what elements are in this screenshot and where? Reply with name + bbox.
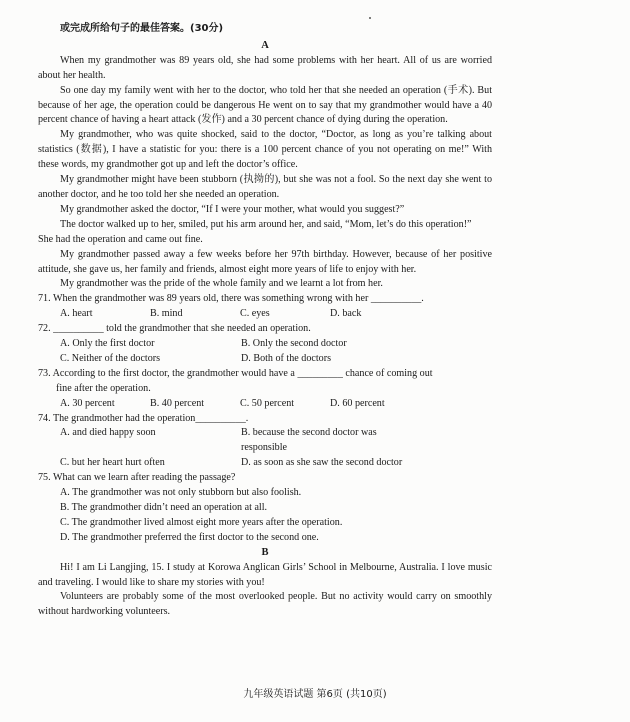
option-c[interactable]: C. eyes xyxy=(240,308,270,320)
page-content xyxy=(38,22,492,620)
question-stem-continued: fine after the operation. xyxy=(56,382,151,394)
question-options xyxy=(60,352,492,367)
option-c[interactable]: C. but her heart hurt often xyxy=(60,457,165,469)
question-stem: 74. The grandmother had the operation__________. xyxy=(38,412,249,424)
question-75 xyxy=(38,471,492,546)
passage-a-paragraph: She had the operation and came out fine. xyxy=(38,233,203,245)
option-b[interactable]: B. Only the second doctor xyxy=(241,338,347,350)
option-a[interactable]: A. Only the first doctor xyxy=(60,338,155,350)
speck xyxy=(369,17,371,19)
question-options xyxy=(60,337,492,352)
option-b[interactable]: B. mind xyxy=(150,308,183,320)
section-b-label: B xyxy=(261,546,269,558)
passage-a-paragraph: My grandmother, who was quite shocked, said to the doctor, “Doctor, as long as you’re talking about statistics (数据), I have a statistic for you: there is a 100 percent chance of you not operating on me!” With these words, my grandmother got up and left the doctor’s office. xyxy=(38,129,492,171)
question-options xyxy=(60,426,492,456)
passage-b-paragraph: Hi! I am Li Langjing, 15. I study at Korowa Anglican Girls’ School in Melbourne, Australia. I love music and traveling. I would like to share my stories with you! xyxy=(38,561,492,588)
question-73 xyxy=(38,367,492,412)
passage-a-paragraph: The doctor walked up to her, smiled, put his arm around her, and said, “Mom, let’s do this operation!” xyxy=(60,218,472,230)
question-options xyxy=(60,397,492,412)
section-instruction: 或完成所给句子的最佳答案。(30分) xyxy=(60,23,224,34)
option-a[interactable]: A. 30 percent xyxy=(60,397,115,409)
section-a-label: A xyxy=(261,39,269,51)
option-a[interactable]: A. heart xyxy=(60,308,93,320)
question-71 xyxy=(38,292,492,322)
question-stem: 75. What can we learn after reading the passage? xyxy=(38,472,236,484)
passage-a-paragraph: So one day my family went with her to the doctor, who told her that she needed an operation (手术). But because of her age, the operation could be dangerous He went on to say that my grandmother would have a 40 percent chance of having a heart attack (发作) and a 30 percent chance of dying during the operation. xyxy=(38,84,492,126)
option-a[interactable]: A. and died happy soon xyxy=(60,427,156,439)
option-a[interactable]: A. The grandmother was not only stubborn but also foolish. xyxy=(60,487,302,499)
option-d[interactable]: D. 60 percent xyxy=(330,397,385,409)
option-b[interactable]: B. 40 percent xyxy=(150,397,205,409)
question-72 xyxy=(38,322,492,367)
question-options xyxy=(60,307,492,322)
question-stem: 71. When the grandmother was 89 years old, there was something wrong with her __________. xyxy=(38,293,424,305)
option-d[interactable]: D. Both of the doctors xyxy=(241,352,331,364)
page-footer: 九年级英语试题 第6页 (共10页) xyxy=(243,689,387,700)
option-c[interactable]: C. 50 percent xyxy=(240,397,295,409)
passage-a-paragraph: My grandmother passed away a few weeks before her 97th birthday. However, because of her positive attitude, she gave us, her family and friends, almost eight more years of life to enjoy with her. xyxy=(38,248,492,275)
option-c[interactable]: C. The grandmother lived almost eight more years after the operation. xyxy=(60,516,343,528)
question-stem: 72. __________ told the grandmother that she needed an operation. xyxy=(38,323,311,335)
option-d[interactable]: D. as soon as she saw the second doctor xyxy=(241,457,403,469)
question-74 xyxy=(38,412,492,472)
option-b[interactable]: B. The grandmother didn’t need an operation at all. xyxy=(60,502,268,513)
option-d[interactable]: D. back xyxy=(330,308,362,320)
question-stem: 73. According to the first doctor, the grandmother would have a _________ chance of coming out xyxy=(38,367,433,379)
option-b[interactable]: B. because the second doctor was responsible xyxy=(241,427,377,454)
passage-a-paragraph: My grandmother asked the doctor, “If I were your mother, what would you suggest?” xyxy=(60,203,405,215)
passage-a-paragraph: My grandmother might have been stubborn (执拗的), but she was not a fool. So the next day she went to another doctor, and he too told her she needed an operation. xyxy=(38,174,492,200)
passage-a-paragraph: My grandmother was the pride of the whole family and we learnt a lot from her. xyxy=(60,278,383,290)
passage-b-paragraph: Volunteers are probably some of the most overlooked people. But no activity would carry on smoothly without hardworking volunteers. xyxy=(38,591,492,618)
option-c[interactable]: C. Neither of the doctors xyxy=(60,352,161,364)
question-options xyxy=(60,456,492,471)
passage-a-paragraph: When my grandmother was 89 years old, she had some problems with her heart. All of us are worried about her health. xyxy=(38,54,492,81)
option-d[interactable]: D. The grandmother preferred the first doctor to the second one. xyxy=(60,531,319,543)
